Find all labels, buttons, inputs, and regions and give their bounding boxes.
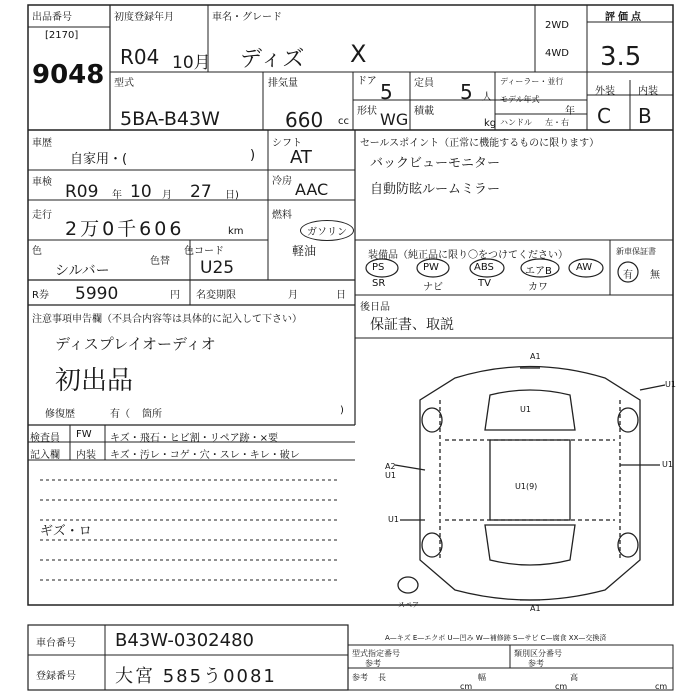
ac-label: 冷房: [272, 176, 292, 187]
mark-windshield: U1: [520, 405, 531, 414]
notes-line1: ディスプレイオーディオ: [55, 335, 216, 353]
width-label: 幅: [478, 673, 486, 682]
class-label: 類別区分番号: [514, 649, 562, 658]
equip-pw: PW: [423, 262, 439, 273]
equip-abs: ABS: [474, 262, 494, 273]
first-reg-label: 初度登録年月: [114, 12, 174, 23]
notes-label: 注意事項申告欄（不具合内容等は具体的に記入して下さい）: [32, 314, 302, 325]
eval-label: 評価点: [605, 12, 644, 23]
lot-label: 出品番号: [32, 12, 72, 23]
doors: 5: [380, 80, 393, 104]
equipment-circles: [366, 259, 638, 282]
drive-4wd: 4WD: [545, 48, 569, 59]
entry-label: 記入欄: [30, 450, 60, 461]
inspection-m-unit: 月: [162, 190, 172, 201]
grade: X: [350, 40, 367, 68]
name-change-label: 名変期限: [196, 290, 236, 301]
damage-legend: A—キズ E—エクボ U—凹み W—補修跡 S—サビ C—腐食 XX—交換済: [385, 634, 607, 642]
dealer-label: ディーラー・並行: [500, 77, 564, 86]
documents-label: 後日品: [360, 302, 390, 313]
capacity: 5: [460, 80, 473, 104]
first-reg-year: R04: [120, 45, 160, 69]
load-label: 積載: [414, 106, 434, 117]
sales-line2: 自動防眩ルームミラー: [370, 182, 501, 197]
ext-label: 外装: [595, 86, 615, 97]
history-close: ): [250, 148, 256, 163]
color-label: 色: [32, 246, 42, 257]
inspection-year: R09: [65, 182, 99, 202]
score: 3.5: [600, 42, 642, 72]
shape-label: 形状: [357, 106, 377, 117]
mileage-unit: km: [228, 226, 244, 237]
equip-sr: SR: [372, 278, 386, 289]
height-label: 高: [570, 673, 578, 682]
type-label: 型式指定番号: [352, 649, 400, 658]
color-code-label: 色コード: [184, 246, 224, 257]
fuel-label: 燃料: [272, 210, 292, 221]
day-unit: 日: [336, 290, 346, 301]
color-code: U25: [200, 258, 235, 278]
documents-value: 保証書、取説: [370, 317, 454, 333]
class-ref: 参考: [528, 659, 544, 668]
fuel-diesel: 軽油: [292, 244, 317, 258]
mark-left-mid: A2 U1: [385, 462, 396, 480]
length-label: 長: [378, 673, 386, 682]
length-cm: cm: [460, 682, 473, 691]
shift-value: AT: [290, 147, 312, 168]
model: 5BA-B43W: [120, 108, 220, 130]
recycle-unit: 円: [170, 290, 180, 301]
cap-unit: 人: [482, 92, 492, 103]
recycle-value: 5990: [75, 284, 119, 304]
int-label: 内装: [638, 86, 658, 97]
lot-number: 9048: [32, 60, 105, 90]
equip-leather: カワ: [528, 282, 548, 293]
mileage-label: 走行: [32, 210, 52, 221]
equipment-label: 装備品（純正品に限り〇をつけてください）: [368, 250, 568, 261]
model-year-label: モデル年式: [500, 95, 540, 104]
fuel-gas: ガソリン: [300, 220, 354, 241]
equip-navi: ナビ: [423, 282, 443, 293]
shift-label: シフト: [272, 138, 302, 149]
chassis-value: B43W-0302480: [115, 630, 254, 651]
warranty-yes: 有: [623, 270, 633, 281]
handle-label: ハンドル: [500, 118, 532, 127]
ac-value: AAC: [295, 180, 329, 199]
color-value: シルバー: [55, 263, 110, 279]
inspection-y-unit: 年: [112, 190, 122, 201]
equip-tv: TV: [478, 278, 491, 289]
type-ref: 参考: [365, 659, 381, 668]
sales-line1: バックビューモニター: [370, 156, 501, 171]
warranty-label: 新車保証書: [616, 247, 656, 256]
footer-ref: 参考: [352, 673, 368, 682]
model-label: 型式: [114, 78, 134, 89]
repair-value: 有（: [110, 409, 130, 420]
warranty-no: 無: [650, 270, 660, 281]
history-label: 車歴: [32, 138, 52, 149]
equip-aw: AW: [576, 262, 593, 273]
disp: 660: [285, 108, 324, 132]
handle-lr: 左・右: [545, 118, 569, 127]
notes-line2: 初出品: [55, 366, 134, 396]
car-name: ディズ: [240, 47, 305, 72]
repair-place: 箇所: [142, 409, 162, 420]
month-unit: 月: [288, 290, 298, 301]
height-cm: cm: [655, 682, 668, 691]
inspection-month: 10: [130, 182, 152, 202]
mark-left-low: U1: [388, 515, 399, 524]
mileage-value: 2万0千606: [65, 218, 185, 240]
reg-value: 大宮 585う0081: [115, 666, 277, 687]
width-cm: cm: [555, 682, 568, 691]
checker-int: 内装: [76, 450, 96, 461]
repair-label: 修復歴: [45, 409, 75, 420]
name-label: 車名・グレード: [212, 12, 282, 23]
equip-airbag: エアB: [525, 266, 552, 277]
checker-fw: FW: [76, 429, 92, 440]
equip-ps: PS: [372, 262, 385, 273]
drive-2wd: 2WD: [545, 20, 569, 31]
door-label: ドア: [357, 76, 377, 87]
inspector-label: 検査員: [30, 433, 60, 444]
mark-rear: A1: [530, 604, 541, 613]
chassis-label: 車台番号: [36, 638, 76, 649]
mark-top: A1: [530, 352, 541, 361]
spare-label: スペア: [398, 601, 419, 609]
int-items: キズ・汚レ・コゲ・穴・スレ・キレ・破レ: [110, 450, 300, 461]
disp-unit: cc: [338, 116, 349, 127]
inspection-label: 車検: [32, 177, 52, 188]
fw-items: キズ・飛石・ヒビ割・リペア跡・×要: [110, 433, 278, 444]
inspection-day: 27: [190, 182, 212, 202]
handwritten-note: ギズ・ロ: [40, 524, 92, 539]
year-unit: 年: [565, 106, 575, 117]
mark-roof: U1(9): [515, 482, 538, 491]
disp-label: 排気量: [268, 78, 298, 89]
sales-label: セールスポイント（正常に機能するものに限ります）: [360, 138, 600, 149]
inspection-d-unit: 日): [225, 190, 239, 201]
int-grade: B: [638, 104, 652, 128]
cap-label: 定員: [414, 78, 434, 89]
history-value: 自家用・(: [70, 152, 128, 167]
first-reg-month: 10月: [172, 53, 211, 73]
mark-right-top: U1: [665, 380, 676, 389]
reg-label: 登録番号: [36, 671, 76, 682]
repair-close: ): [340, 405, 344, 416]
load-unit: kg: [484, 118, 497, 129]
ext-grade: C: [597, 104, 611, 128]
recycle-label: R券: [32, 290, 49, 301]
shape: WG: [380, 110, 409, 129]
lot-sub: [2170]: [45, 30, 79, 41]
mark-right-mid: U1: [662, 460, 673, 469]
color-change-label: 色替: [150, 256, 170, 267]
